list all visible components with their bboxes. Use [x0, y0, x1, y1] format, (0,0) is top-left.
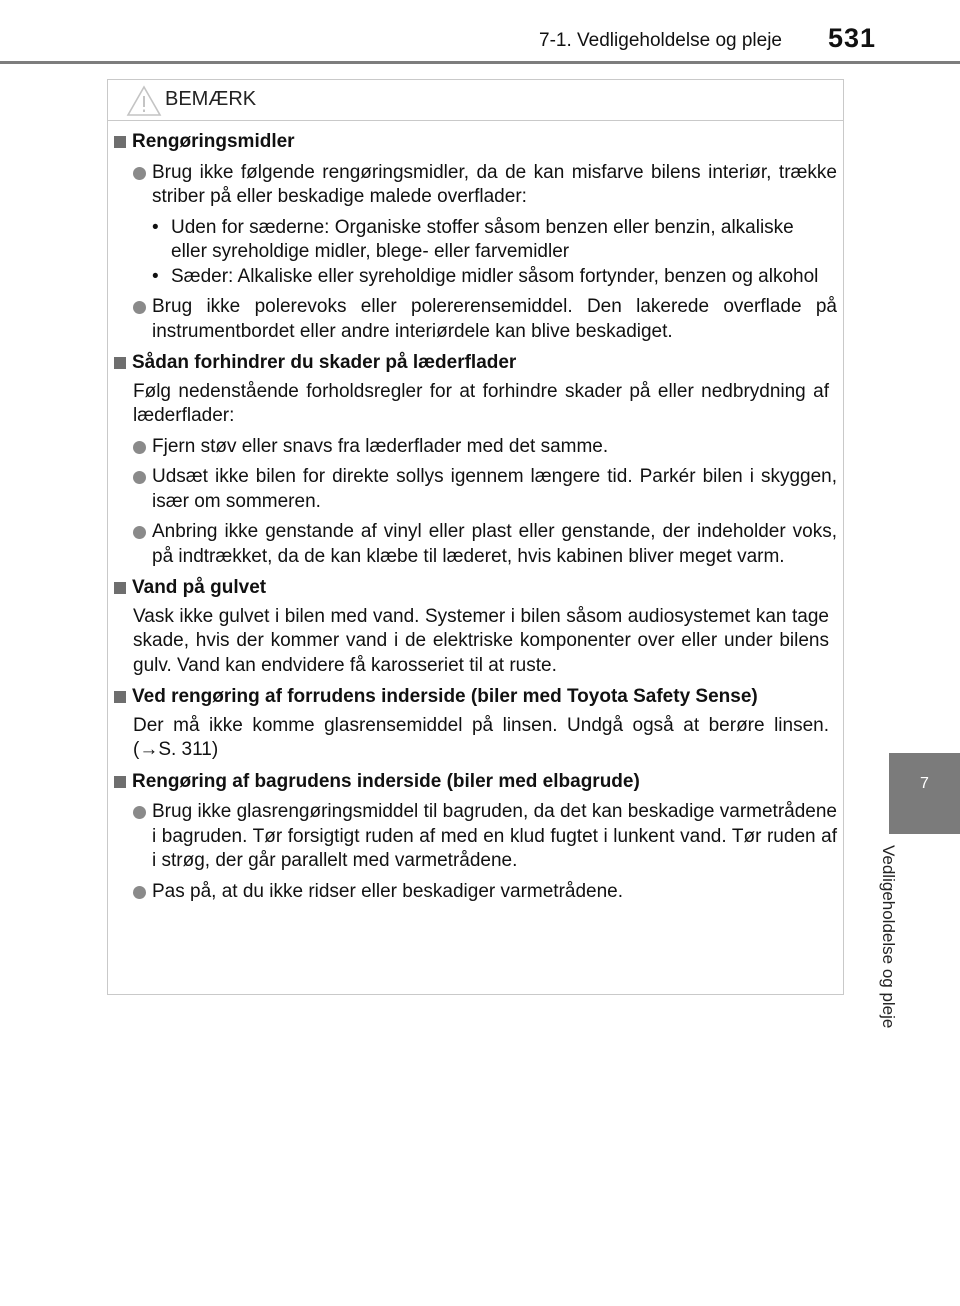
round-bullet-icon [133, 167, 146, 180]
round-bullet-icon [133, 441, 146, 454]
notice-title: BEMÆRK [165, 88, 257, 110]
list-item: Brug ikke glasrengøringsmiddel til bagruden, da det kan beskadige varmetrådene i bagruden. Tør forsigtigt ruden af med en klud fugtet i lunkent vand. Tør ruden af i strøg, der går parallelt med varmetrådene. [108, 800, 843, 874]
round-bullet-icon [133, 471, 146, 484]
list-item: Fjern støv eller snavs fra læderflader med det samme. [108, 435, 843, 460]
header-divider [0, 61, 960, 64]
section-heading: Ved rengøring af forrudens inderside (biler med Toyota Safety Sense) [108, 685, 843, 710]
square-bullet-icon [114, 582, 126, 594]
warning-triangle-icon [126, 85, 162, 117]
section-heading: Vand på gulvet [108, 576, 843, 601]
notice-header [108, 80, 843, 121]
square-bullet-icon [114, 136, 126, 148]
section-heading: Sådan forhindrer du skader på læderflader [108, 351, 843, 376]
square-bullet-icon [114, 691, 126, 703]
chapter-tab [889, 753, 960, 834]
round-bullet-icon [133, 526, 146, 539]
section-heading: Rengøringsmidler [108, 130, 843, 155]
round-bullet-icon [133, 886, 146, 899]
paragraph: Følg nedenstående forholdsregler for at forhindre skader på eller nedbrydning af læderflader: [133, 380, 829, 426]
sub-list-item: • Uden for sæderne: Organiske stoffer såsom benzen eller benzin, alkaliske eller syreholdige midler, blege- eller farvemidler [152, 216, 794, 262]
section-heading: Rengøring af bagrudens inderside (biler med elbagrude) [108, 770, 843, 795]
page-header [0, 0, 960, 64]
section-title: 7-1. Vedligeholdelse og pleje [539, 30, 782, 51]
chapter-label-text: Vedligeholdelse og pleje [879, 845, 898, 1029]
chapter-side-label [878, 845, 938, 1075]
chapter-number: 7 [920, 775, 929, 792]
list-item: Brug ikke polerevoks eller polererensemiddel. Den lakerede overflade på instrumentbordet eller andre interiørdele kan blive beskadiget. [108, 295, 843, 344]
list-item: Brug ikke følgende rengøringsmidler, da de kan misfarve bilens interiør, trække striber på eller beskadige malede overflader: [108, 161, 843, 210]
paragraph: Vask ikke gulvet i bilen med vand. Systemer i bilen såsom audiosystemet kan tage skade, hvis der kommer vand i de elektriske komponenter over eller under bilens gulv. Vand kan endvidere få karosseriet til at ruste. [133, 605, 829, 676]
round-bullet-icon [133, 301, 146, 314]
notice-content [108, 130, 843, 904]
list-item: Anbring ikke genstande af vinyl eller plast eller genstande, der indeholder voks, på indtrækket, da de kan klæbe til læderet, hvis kabinen bliver meget varm. [108, 520, 843, 569]
list-item: Pas på, at du ikke ridser eller beskadiger varmetrådene. [108, 880, 843, 905]
round-bullet-icon [133, 806, 146, 819]
square-bullet-icon [114, 357, 126, 369]
sub-list-item: • Sæder: Alkaliske eller syreholdige midler såsom fortynder, benzen og alkohol [152, 265, 819, 287]
notice-box [107, 79, 844, 995]
paragraph: Der må ikke komme glasrensemiddel på linsen. Undgå også at berøre linsen. (→S. 311) [133, 714, 829, 760]
page-number: 531 [827, 23, 876, 53]
list-item: Udsæt ikke bilen for direkte sollys igennem længere tid. Parkér bilen i skyggen, især om sommeren. [108, 465, 843, 514]
square-bullet-icon [114, 776, 126, 788]
